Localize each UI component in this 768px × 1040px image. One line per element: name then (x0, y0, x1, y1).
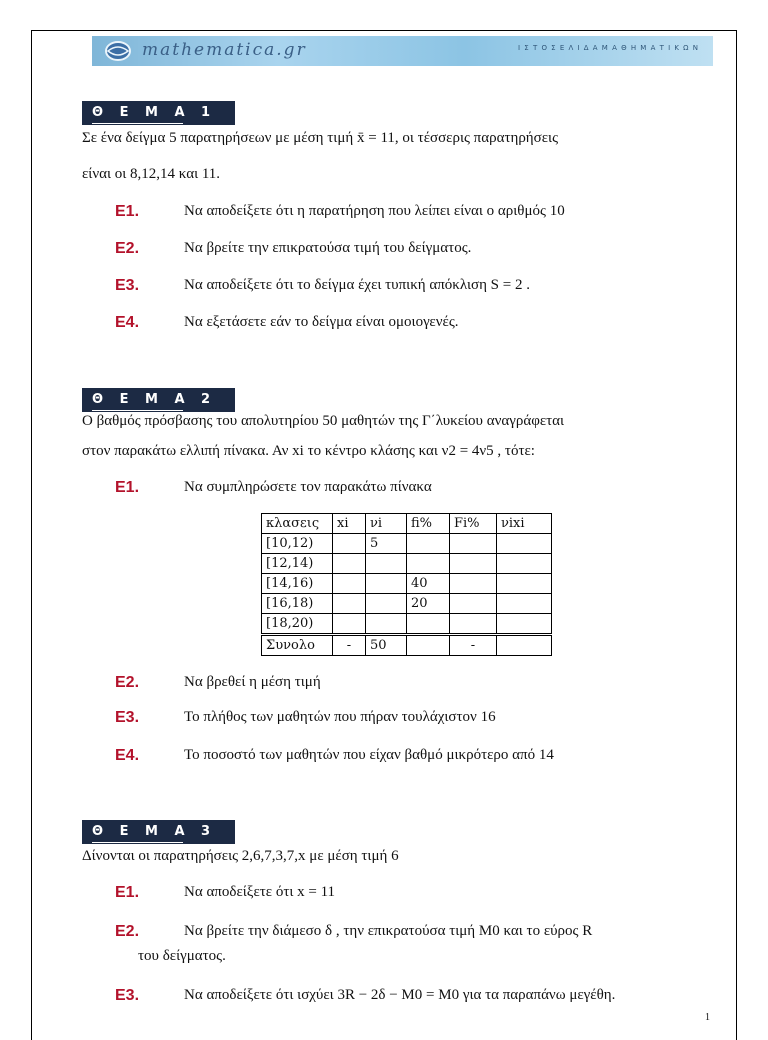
table-row (262, 614, 552, 635)
t1-q4-text: Να εξετάσετε εάν το δείγμα είναι ομοιογενές. (184, 314, 459, 330)
table-cell (450, 574, 497, 594)
table-row (262, 554, 552, 574)
site-banner (92, 36, 713, 66)
table-cell: [18,20) (262, 614, 333, 635)
table-cell (450, 614, 497, 635)
table-cell (497, 635, 552, 656)
table-header-row (262, 514, 552, 534)
t1-q1-text: Να αποδείξετε ότι η παρατήρηση που λείπει είναι ο αριθμός 10 (184, 203, 565, 219)
table-cell (407, 554, 450, 574)
theme-1-heading: Θ Ε Μ Α 1 (82, 101, 235, 125)
table-cell (366, 574, 407, 594)
t2-q1-label: Ε1. (115, 479, 140, 496)
header-cell: νixi (497, 514, 552, 534)
table-row (262, 594, 552, 614)
t2-q4-text: Το ποσοστό των μαθητών που είχαν βαθμό μικρότερο από 14 (184, 747, 554, 763)
table-cell (450, 554, 497, 574)
table-cell: Συνολο (262, 635, 333, 656)
table-row (262, 534, 552, 554)
table-cell: - (333, 635, 366, 656)
table-cell: [10,12) (262, 534, 333, 554)
table-cell: - (450, 635, 497, 656)
t3-q2-text: Να βρείτε την διάμεσο δ , την επικρατούσα τιμή M0 και το εύρος R (184, 923, 593, 939)
table-cell (450, 534, 497, 554)
table-cell: [12,14) (262, 554, 333, 574)
table-cell (497, 534, 552, 554)
table-cell (333, 594, 366, 614)
t1-q2-text: Να βρείτε την επικρατούσα τιμή του δείγματος. (184, 240, 472, 256)
t1-q3-label: Ε3. (115, 277, 140, 294)
t2-q3-text: Το πλήθος των μαθητών που πήραν τουλάχιστον 16 (184, 709, 496, 725)
theme-2-heading: Θ Ε Μ Α 2 (82, 388, 235, 412)
table-cell (366, 614, 407, 635)
t1-q1-label: Ε1. (115, 203, 140, 220)
page-number: 1 (705, 1012, 710, 1023)
table-row (262, 574, 552, 594)
t3-q3-label: Ε3. (115, 987, 140, 1004)
table-cell: 50 (366, 635, 407, 656)
table-cell (407, 614, 450, 635)
t2-q1-text: Να συμπληρώσετε τον παρακάτω πίνακα (184, 479, 432, 495)
t2-q3-label: Ε3. (115, 709, 140, 726)
table-cell (366, 554, 407, 574)
header-cell: Fi% (450, 514, 497, 534)
table-cell (497, 574, 552, 594)
table-cell (407, 534, 450, 554)
site-logo-icon (104, 40, 132, 62)
theme-1-line-2: είναι οι 8,12,14 και 11. (82, 166, 221, 182)
table-cell (366, 594, 407, 614)
table-cell: 20 (407, 594, 450, 614)
t1-q3-text: Να αποδείξετε ότι το δείγμα έχει τυπική απόκλιση S = 2 . (184, 277, 530, 293)
table-cell: 40 (407, 574, 450, 594)
table-cell (450, 594, 497, 614)
table-cell: [16,18) (262, 594, 333, 614)
table-cell (333, 554, 366, 574)
header-cell: fi% (407, 514, 450, 534)
table-cell (333, 574, 366, 594)
frequency-table (261, 513, 552, 656)
theme-2-line-1: Ο βαθμός πρόσβασης του απολυτηρίου 50 μαθητών της Γ΄λυκείου αναγράφεται (82, 413, 565, 429)
t2-q2-label: Ε2. (115, 674, 140, 691)
site-name: mathematica.gr (142, 40, 307, 60)
theme-3-heading: Θ Ε Μ Α 3 (82, 820, 235, 844)
table-cell: 5 (366, 534, 407, 554)
t2-q4-label: Ε4. (115, 747, 140, 764)
table-cell (333, 534, 366, 554)
t3-q1-text: Να αποδείξετε ότι x = 11 (184, 884, 336, 900)
theme-1-line-1: Σε ένα δείγμα 5 παρατηρήσεων με μέση τιμή x̄ = 11, οι τέσσερις παρατηρήσεις (82, 130, 559, 146)
t3-q3-text: Να αποδείξετε ότι ισχύει 3R − 2δ − M0 = M0 για τα παραπάνω μεγέθη. (184, 987, 616, 1003)
table-cell: [14,16) (262, 574, 333, 594)
t1-q2-label: Ε2. (115, 240, 140, 257)
header-cell: xi (333, 514, 366, 534)
site-tagline: Ι Σ Τ Ο Σ Ε Λ Ι Δ Α Μ Α Θ Η Μ Α Τ Ι Κ Ω Ν (518, 44, 699, 52)
table-cell (497, 554, 552, 574)
t3-q1-label: Ε1. (115, 884, 140, 901)
table-cell (497, 614, 552, 635)
theme-2-line-2: στον παρακάτω ελλιπή πίνακα. Αν xi το κέντρο κλάσης και ν2 = 4ν5 , τότε: (82, 443, 535, 459)
table-cell (497, 594, 552, 614)
header-cell: νi (366, 514, 407, 534)
table-total-row (262, 635, 552, 656)
table-cell (333, 614, 366, 635)
theme-3-line-1: Δίνονται οι παρατηρήσεις 2,6,7,3,7,x με μέση τιμή 6 (82, 848, 399, 864)
t3-q2-label: Ε2. (115, 923, 140, 940)
t1-q4-label: Ε4. (115, 314, 140, 331)
t3-q2-continuation: του δείγματος. (138, 948, 226, 964)
header-cell: κλασεις (262, 514, 333, 534)
table-cell (407, 635, 450, 656)
t2-q2-text: Να βρεθεί η μέση τιμή (184, 674, 321, 690)
